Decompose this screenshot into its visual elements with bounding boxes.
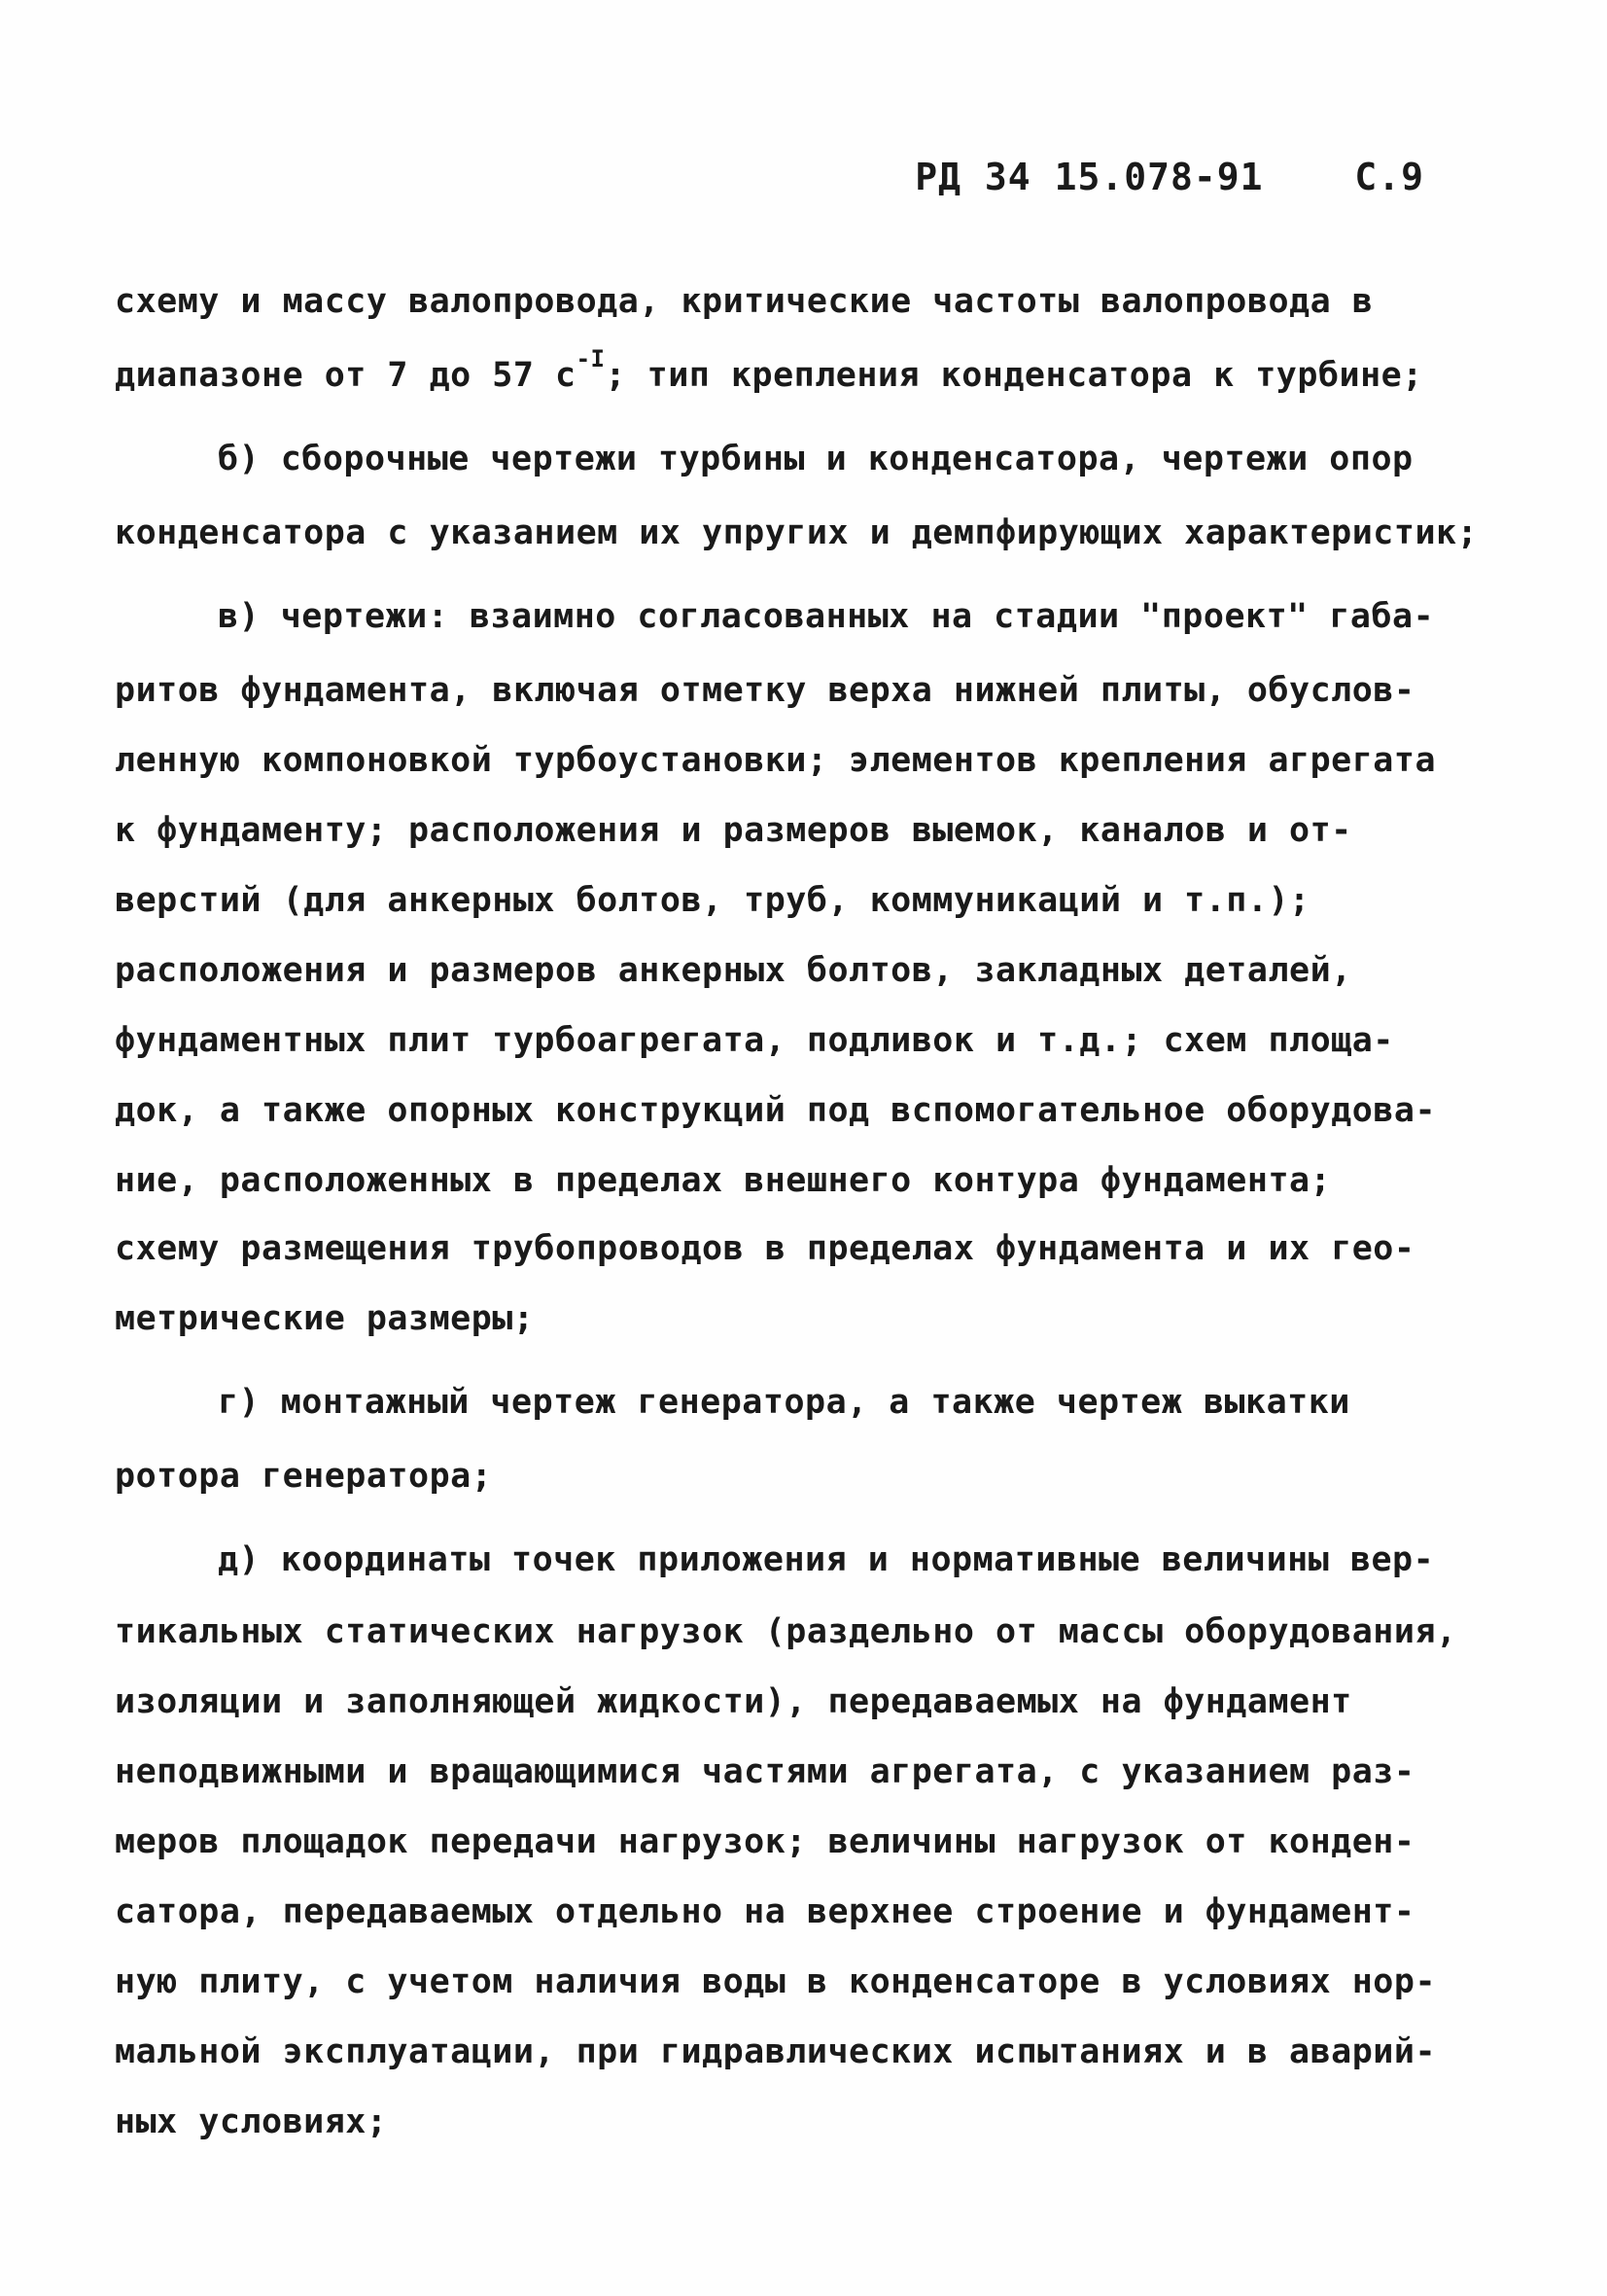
page-header [915, 156, 1424, 198]
text-line: схему и массу валопровода, критические частоты валопровода в [115, 282, 1374, 321]
text-line: док, а также опорных конструкций под вспомогательное оборудова- [115, 1091, 1437, 1130]
text-line: неподвижными и вращающимися частями агрегата, с указанием раз- [115, 1752, 1415, 1791]
text-line: изоляции и заполняющей жидкости), передаваемых на фундамент [115, 1682, 1352, 1721]
text-segment: диапазоне от 7 до 57 с [115, 356, 576, 395]
page-number: С.9 [1354, 156, 1424, 198]
text-line: конденсатора с указанием их упругих и демпфирующих характеристик; [115, 513, 1479, 552]
text-line: к фундаменту; расположения и размеров выемок, каналов и от- [115, 811, 1352, 850]
text-line: верстий (для анкерных болтов, труб, коммуникаций и т.п.); [115, 881, 1310, 920]
text-line: ритов фундамента, включая отметку верха нижней плиты, обуслов- [115, 671, 1415, 710]
text-line: фундаментных плит турбоагрегата, подливок и т.д.; схем площа- [115, 1021, 1394, 1060]
text-line: ние, расположенных в пределах внешнего контура фундамента; [115, 1161, 1332, 1200]
document-code: РД 34 15.078-91 [915, 156, 1264, 198]
text-line: д) координаты точек приложения и нормативные величины вер- [218, 1540, 1435, 1579]
text-line: сатора, передаваемых отдельно на верхнее строение и фундамент- [115, 1892, 1415, 1931]
text-line: ленную компоновкой турбоустановки; элементов крепления агрегата [115, 741, 1437, 780]
text-line: в) чертежи: взаимно согласованных на стадии "проект" габа- [218, 597, 1435, 636]
text-line: метрические размеры; [115, 1299, 535, 1338]
text-line: ных условиях; [115, 2102, 388, 2141]
text-line: б) сборочные чертежи турбины и конденсатора, чертежи опор [218, 440, 1414, 478]
text-line: расположения и размеров анкерных болтов, закладных деталей, [115, 951, 1352, 990]
text-line: мальной эксплуатации, при гидравлических испытаниях и в аварий- [115, 2032, 1437, 2071]
text-segment: ; тип крепления конденсатора к турбине; [605, 356, 1423, 395]
text-line: тикальных статических нагрузок (раздельно от массы оборудования, [115, 1612, 1457, 1651]
text-line [115, 345, 1423, 395]
superscript: -I [576, 345, 606, 372]
text-line: г) монтажный чертеж генератора, а также чертеж выкатки [218, 1383, 1350, 1422]
text-line: ную плиту, с учетом наличия воды в конденсаторе в условиях нор- [115, 1962, 1437, 2001]
text-line: ротора генератора; [115, 1457, 493, 1496]
text-line: меров площадок передачи нагрузок; величины нагрузок от конден- [115, 1822, 1415, 1861]
text-line: схему размещения трубопроводов в пределах фундамента и их гео- [115, 1229, 1415, 1268]
